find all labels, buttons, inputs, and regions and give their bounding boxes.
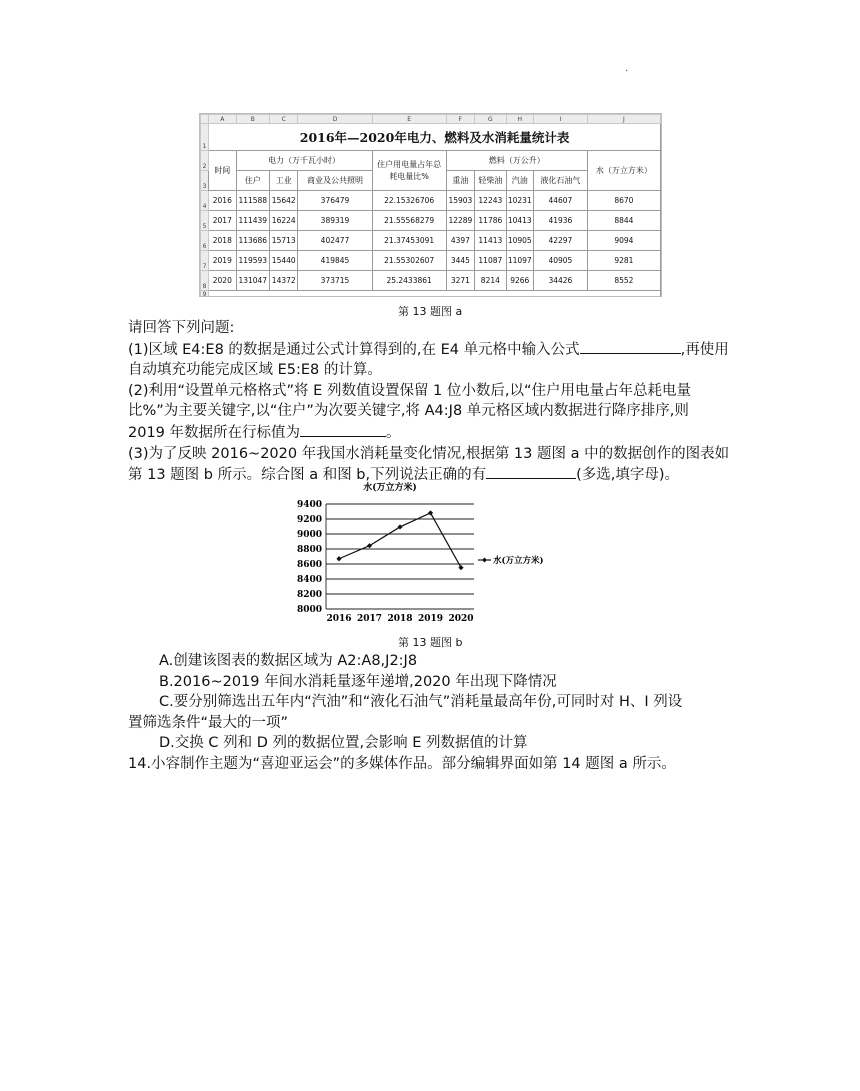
table-cell: 8552 — [587, 271, 660, 291]
header-industry: 工业 — [270, 171, 298, 191]
column-letter: F — [446, 115, 474, 124]
table-cell: 131047 — [236, 271, 270, 291]
column-letter: A — [209, 115, 236, 124]
table-cell: 34426 — [533, 271, 587, 291]
option-d: D.交换 C 列和 D 列的数据位置,会影响 E 列数据值的计算 — [159, 735, 528, 752]
column-letter: E — [372, 115, 446, 124]
table-cell: 389319 — [298, 211, 372, 231]
table-cell: 4397 — [446, 231, 474, 251]
figure-b-caption: 第 13 题图 b — [398, 636, 463, 649]
question-text — [128, 318, 738, 486]
table-cell: 11097 — [506, 251, 533, 271]
table-row — [201, 251, 661, 271]
corner-cell — [201, 115, 209, 124]
row-number: 1 — [201, 124, 209, 151]
sheet-title: 2016年—2020年电力、燃料及水消耗量统计表 — [209, 124, 661, 151]
y-tick-label: 9000 — [296, 530, 322, 540]
intro-line: 请回答下列问题: — [128, 320, 235, 336]
header-commercial: 商业及公共照明 — [298, 171, 372, 191]
column-letter: B — [236, 115, 270, 124]
table-cell: 9266 — [506, 271, 533, 291]
q2-line3: 2019 年数据所在行标值为 。 — [128, 422, 738, 444]
header-power: 电力（万千瓦小时） — [236, 151, 372, 171]
option-c-line1: C.要分别筛选出五年内“汽油”和“液化石油气”消耗量最高年份,可同时对 H、I 列设 — [159, 694, 683, 711]
table-cell: 3271 — [446, 271, 474, 291]
answer-blank-3 — [486, 464, 576, 479]
q2-line1: (2)利用“设置单元格格式”将 E 列数值设置保留 1 位小数后,以“住户用电量占年总耗电量 — [128, 382, 692, 399]
column-header-row — [201, 115, 661, 124]
table-cell: 10231 — [506, 191, 533, 211]
table-cell: 15713 — [270, 231, 298, 251]
x-tick-label: 2019 — [417, 614, 444, 624]
header-heavy-oil: 重油 — [446, 171, 474, 191]
table-cell: 14372 — [270, 271, 298, 291]
table-cell: 42297 — [533, 231, 587, 251]
data-point — [336, 556, 341, 561]
table-cell: 2020 — [209, 271, 236, 291]
header-lpg: 液化石油气 — [533, 171, 587, 191]
legend-marker — [482, 558, 487, 563]
spreadsheet-screenshot — [199, 113, 662, 297]
table-cell: 21.55568279 — [372, 211, 446, 231]
option-c-line2: 置筛选条件“最大的一项” — [128, 714, 289, 731]
column-letter: C — [270, 115, 298, 124]
table-cell: 402477 — [298, 231, 372, 251]
table-cell: 12243 — [475, 191, 506, 211]
series-line-water — [339, 513, 461, 568]
option-a: A.创建该图表的数据区域为 A2:A8,J2:J8 — [159, 653, 418, 669]
table-cell: 15642 — [270, 191, 298, 211]
data-point — [428, 510, 433, 515]
table-cell: 8670 — [587, 191, 660, 211]
table-cell: 11413 — [475, 231, 506, 251]
x-tick-label: 2018 — [387, 614, 413, 624]
water-consumption-chart — [292, 478, 582, 628]
table-cell: 419845 — [298, 251, 372, 271]
y-tick-label: 9200 — [296, 515, 322, 525]
row-number: 3 — [201, 171, 209, 191]
chart-title: 水(万立方米) — [363, 483, 417, 493]
y-tick-label: 8600 — [296, 560, 322, 570]
table-cell: 9094 — [587, 231, 660, 251]
answer-blank-2 — [300, 422, 386, 437]
column-letter: G — [475, 115, 506, 124]
header-household-ratio: 住户用电量占年总耗电量比% — [372, 151, 446, 191]
table-cell: 8214 — [475, 271, 506, 291]
table-cell: 41936 — [533, 211, 587, 231]
table-cell: 44607 — [533, 191, 587, 211]
table-cell: 113686 — [236, 231, 270, 251]
table-cell: 9281 — [587, 251, 660, 271]
answer-blank-1 — [580, 339, 681, 354]
column-letter: I — [533, 115, 587, 124]
table-cell: 2017 — [209, 211, 236, 231]
row-number: 4 — [201, 191, 209, 211]
q1-line2: 自动填充功能完成区域 E5:E8 的计算。 — [128, 362, 382, 379]
header-household: 住户 — [236, 171, 270, 191]
table-cell: 2019 — [209, 251, 236, 271]
table-row — [201, 271, 661, 291]
empty-row — [209, 291, 661, 298]
data-point — [458, 565, 463, 570]
q2-line2: 比%”为主要关键字,以“住户”为次要关键字,将 A4:J8 单元格区域内数据进行降序排序,则 — [128, 403, 689, 420]
table-cell: 2018 — [209, 231, 236, 251]
row-number: 2 — [201, 151, 209, 171]
table-row — [201, 231, 661, 251]
x-tick-label: 2017 — [356, 614, 383, 624]
table-cell: 10413 — [506, 211, 533, 231]
header-gasoline: 汽油 — [506, 171, 533, 191]
table-cell: 11087 — [475, 251, 506, 271]
table-cell: 15903 — [446, 191, 474, 211]
header-time: 时间 — [209, 151, 236, 191]
x-tick-label: 2016 — [326, 614, 352, 624]
table-cell: 12289 — [446, 211, 474, 231]
table-cell: 25.2433861 — [372, 271, 446, 291]
table-cell: 3445 — [446, 251, 474, 271]
header-diesel: 轻柴油 — [475, 171, 506, 191]
row-number: 6 — [201, 231, 209, 251]
y-tick-label: 8200 — [296, 590, 322, 600]
figure-a-caption: 第 13 题图 a — [398, 305, 463, 318]
table-cell: 22.15326706 — [372, 191, 446, 211]
y-tick-label: 8800 — [296, 545, 322, 555]
table-cell: 21.37453091 — [372, 231, 446, 251]
table-cell: 21.55302607 — [372, 251, 446, 271]
q3-line2: 第 13 题图 b 所示。综合图 a 和图 b,下列说法正确的有 (多选,填字母)。 — [128, 464, 738, 486]
options-text — [128, 651, 738, 775]
row-number: 8 — [201, 271, 209, 291]
table-row — [201, 211, 661, 231]
q1-line1: (1)区域 E4:E8 的数据是通过公式计算得到的,在 E4 单元格中输入公式 ,再使用 — [128, 339, 738, 361]
column-letter: H — [506, 115, 533, 124]
row-number: 5 — [201, 211, 209, 231]
table-cell: 15440 — [270, 251, 298, 271]
y-tick-label: 8000 — [296, 605, 322, 615]
table-row — [201, 191, 661, 211]
table-cell: 119593 — [236, 251, 270, 271]
row-number: 9 — [201, 291, 209, 298]
table-cell: 10905 — [506, 231, 533, 251]
table-cell: 11786 — [475, 211, 506, 231]
table-cell: 376479 — [298, 191, 372, 211]
y-tick-label: 9400 — [296, 500, 322, 510]
column-letter: J — [587, 115, 660, 124]
table-cell: 111439 — [236, 211, 270, 231]
row-number: 7 — [201, 251, 209, 271]
table-cell: 8844 — [587, 211, 660, 231]
option-b: B.2016~2019 年间水消耗量逐年递增,2020 年出现下降情况 — [159, 673, 557, 690]
page-mark: · — [625, 66, 629, 77]
header-fuel: 燃料（万公升） — [446, 151, 587, 171]
x-tick-label: 2020 — [448, 614, 474, 624]
table-cell: 2016 — [209, 191, 236, 211]
y-tick-label: 8400 — [296, 575, 322, 585]
table-cell: 111588 — [236, 191, 270, 211]
table-cell: 40905 — [533, 251, 587, 271]
legend-label: 水(万立方米) — [493, 556, 544, 566]
column-letter: D — [298, 115, 372, 124]
table-cell: 373715 — [298, 271, 372, 291]
header-water: 水（万立方米） — [587, 151, 660, 191]
q3-line1: (3)为了反映 2016~2020 年我国水消耗量变化情况,根据第 13 题图 a 中的数据创作的图表如 — [128, 445, 730, 462]
table-cell: 16224 — [270, 211, 298, 231]
question-14: 14.小容制作主题为“喜迎亚运会”的多媒体作品。部分编辑界面如第 14 题图 a 所示。 — [128, 755, 676, 772]
